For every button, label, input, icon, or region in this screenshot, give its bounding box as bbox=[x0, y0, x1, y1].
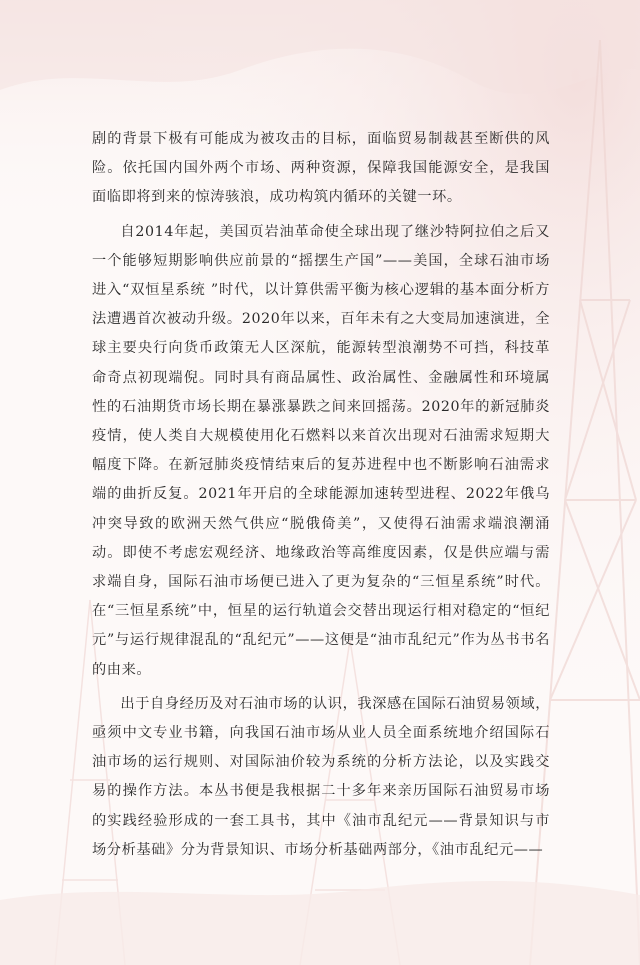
body-text bbox=[92, 125, 550, 865]
paragraph-shale-revolution: 自2014年起，美国页岩油革命使全球出现了继沙特阿拉伯之后又一个能够短期影响供应前景的“摇摆生产国”——美国，全球石油市场进入“双恒星系统 ”时代，以计算供需平衡为核心逻辑的基本面分析方法遭遇首次被动升级。2020年以来，百年未有之大变局加速演进，全球主要央行向货币政策无人区深航，能源转型浪潮势不可挡，科技革命奇点初现端倪。同时具有商品属性、政治属性、金融属性和环境属性的石油期货市场长期在暴涨暴跌之间来回摇荡。2020年的新冠肺炎疫情，使人类自大规模使用化石燃料以来首次出现对石油需求短期大幅度下降。在新冠肺炎疫情结束后的复苏进程中也不断影响石油需求端的曲折反复。2021年开启的全球能源加速转型进程、2022年俄乌冲突导致的欧洲天然气供应“脱俄倚美”，又使得石油需求端浪潮涌动。即使不考虑宏观经济、地缘政治等高维度因素，仅是供应端与需求端自身，国际石油市场便已进入了更为复杂的“三恒星系统”时代。在“三恒星系统”中，恒星的运行轨道会交替出现运行相对稳定的“恒纪元”与运行规律混乱的“乱纪元”——这便是“油市乱纪元”作为丛书书名的由来。 bbox=[92, 223, 550, 678]
paragraph-continued: 剧的背景下极有可能成为被攻击的目标，面临贸易制裁甚至断供的风险。依托国内国外两个市场、两种资源，保障我国能源安全，是我国面临即将到来的惊涛骇浪，成功构筑内循环的关键一环。 bbox=[92, 131, 550, 206]
paragraph-book-series: 出于自身经历及对石油市场的认识，我深感在国际石油贸易领域，亟须中文专业书籍，向我国石油市场从业人员全面系统地介绍国际石油市场的运行规则、对国际油价较为系统的分析方法论，以及实践交易的操作方法。本丛书便是我根据二十多年来亲历国际石油贸易市场的实践经验形成的一套工具书，其中《油市乱纪元——背景知识与市场分析基础》分为背景知识、市场分析基础两部分，《油市乱纪元—— bbox=[92, 695, 550, 858]
